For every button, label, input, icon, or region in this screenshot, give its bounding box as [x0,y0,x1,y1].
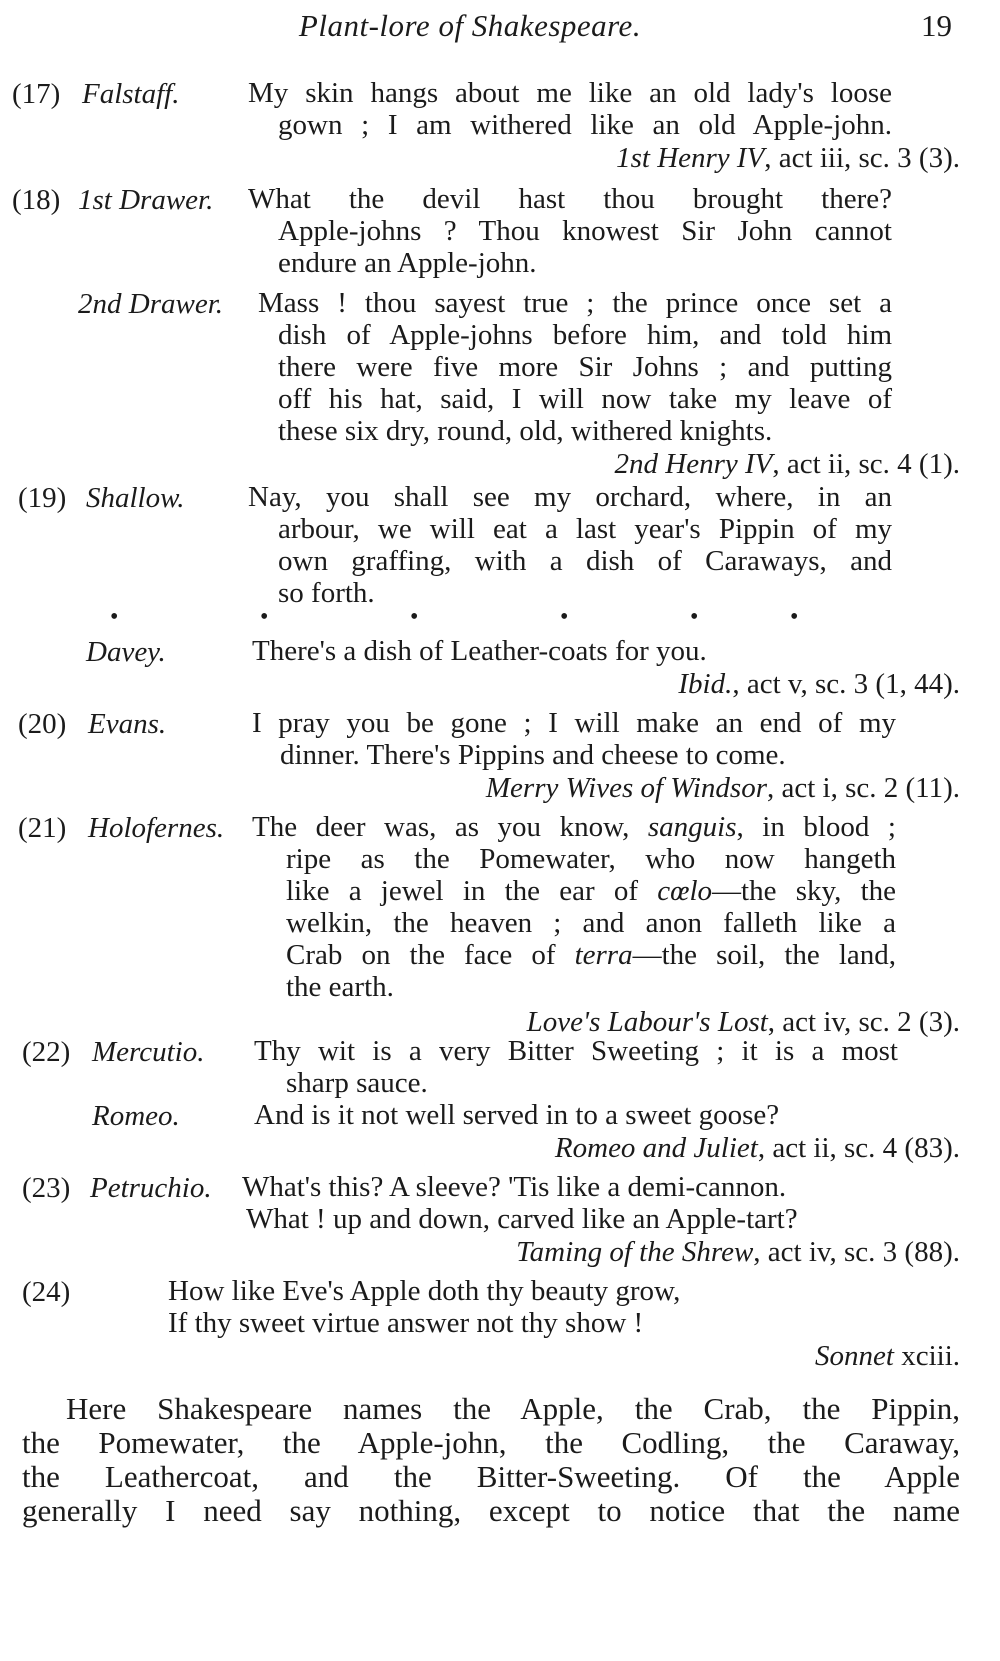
speaker-name: Falstaff. [82,78,180,110]
citation [555,1132,960,1165]
quote-line: there were five more Sir Johns ; and putting [278,351,892,383]
speaker-name: Petruchio. [90,1172,212,1204]
speaker-name: 1st Drawer. [78,184,214,216]
quote-line: dinner. There's Pippins and cheese to come. [280,739,786,771]
quote-line: Apple-johns ? Thou knowest Sir John cannot [278,215,892,247]
running-title: Plant-lore of Shakespeare. [298,8,642,43]
quote-line: Nay, you shall see my orchard, where, in an [248,481,892,513]
citation [815,1340,960,1373]
speaker-name: Mercutio. [92,1036,205,1068]
verse-line: How like Eve's Apple doth thy beauty grow, [168,1275,681,1307]
citation-ref: , act v, sc. 3 (1, 44). [732,668,960,700]
quote-line: What the devil hast thou brought there? [248,183,892,215]
citation-ref: , act iv, sc. 3 (88). [753,1236,960,1268]
latin-word: terra [574,939,633,971]
entry-number: (18) [12,184,61,216]
entry-number: (20) [18,708,67,740]
quote-line: What's this? A sleeve? 'Tis like a demi-cannon. [242,1171,787,1203]
citation-ref: xciii. [893,1340,960,1372]
citation-ref: , act iii, sc. 3 (3). [764,142,960,174]
quote-line: own graffing, with a dish of Caraways, and [278,545,892,577]
citation-work: Taming of the Shrew [516,1236,754,1268]
quote-line: endure an Apple-john. [278,247,537,279]
latin-word: sanguis [647,811,737,843]
citation [486,772,960,805]
paragraph-line: the Pomewater, the Apple-john, the Codling, the Caraway, [22,1425,960,1460]
quote-line: these six dry, round, old, withered knights. [278,415,773,447]
quote-line: Crab on the face of terra—the soil, the land, [286,939,896,971]
quote-line: gown ; I am withered like an old Apple-john. [278,109,892,141]
entry-number: (22) [22,1036,71,1068]
entry-number: (19) [18,482,67,514]
quote-line: arbour, we will eat a last year's Pippin of my [278,513,892,545]
quote-line: so forth. [278,577,375,609]
entry-number: (24) [22,1276,71,1308]
citation [615,448,960,481]
verse-line: If thy sweet virtue answer not thy show ! [168,1307,644,1339]
speaker-name: Shallow. [86,482,185,514]
citation-work: Ibid. [678,668,733,700]
quote-line: The deer was, as you know, sanguis, in blood ; [252,811,896,843]
citation-ref: , act i, sc. 2 (11). [766,772,960,804]
quote-line: off his hat, said, I will now take my leave of [278,383,892,415]
speaker-name: Evans. [88,708,167,740]
citation-work: 2nd Henry IV [614,448,773,480]
citation [516,1236,960,1269]
entry-number: (21) [18,812,67,844]
citation-work: 1st Henry IV [616,142,765,174]
quote-line: There's a dish of Leather-coats for you. [252,635,707,667]
quote-line: Mass ! thou sayest true ; the prince once set a [258,287,892,319]
citation-ref: , act ii, sc. 4 (83). [757,1132,960,1164]
paragraph-line: Here Shakespeare names the Apple, the Crab, the Pippin, [66,1391,960,1426]
speaker-name: Holofernes. [88,812,225,844]
quote-line: And is it not well served in to a sweet goose? [254,1099,780,1131]
quote-line: dish of Apple-johns before him, and told him [278,319,892,351]
entry-number: (17) [12,78,61,110]
speaker-name: 2nd Drawer. [78,288,224,320]
citation-ref: , act ii, sc. 4 (1). [772,448,960,480]
citation [678,668,960,701]
citation-work: Romeo and Juliet [554,1132,758,1164]
body-paragraph [22,1392,960,1528]
quote-line: Thy wit is a very Bitter Sweeting ; it is a most [254,1035,898,1067]
latin-word: cœlo [657,875,713,907]
quote-line: sharp sauce. [286,1067,428,1099]
book-page: Plant-lore of Shakespeare. 19 (17) Falstaff. My skin hangs about me like an old lady's loose gown ; I am withered like an old Apple-john. 1st Henry IV, act iii, sc. 3 (3). (18) 1st Drawer. What the devil hast thou brought there? Apple-johns ? Thou knowest Sir John cannot endure an Apple-john. 2nd Drawer. Mass ! thou sayest true ; the prince once set a dish of Apple-johns before him, and told him there were five more Sir Johns ; and putting off his hat, said, I will now take my leave of these six dry, round, old, withered knights. 2nd Henry IV, act ii, sc. 4 (1). (19) Shallow. Nay, you shall see my orchard, where, in an arbour, we will eat a last year's Pippin of my own graffing, with a dish of Caraways, and so forth. • • • • • • Davey. There's a dish of Leather-coats for you. Ibid., act v, sc. 3 (1, 44). (20) Evans. I pray you be gone ; I will make an end of my dinner. There's Pippins and cheese to come. Merry Wives of Windsor, act i, sc. 2 (11). (21) Holofernes. The deer was, as you know, sanguis, in blood ; ripe as the Pomewater, who now hangeth like a jewel in the ear of cœlo—the sky, the welkin, the heaven ; and anon falleth like a Crab on the face of terra—the soil, the land, the earth. Love's Labour's Lost, act iv, sc. 2 (3). (22) Mercutio. Thy wit is a very Bitter Sweeting ; it is a most sharp sauce. Romeo. And is it not well served in to a sweet goose? Romeo and Juliet, act ii, sc. 4 (83). (23) Petruchio. What's this? A sleeve? 'Tis like a demi-cannon. What ! up and down, carved like an Apple-tart? Taming of the Shrew, act iv, sc. 3 (88). (24) How like Eve's Apple doth thy beauty grow, If thy sweet virtue answer not thy show ! Sonnet xciii. Here Shakespeare names the Apple, the Crab, the Pippin, the Pomewater, the Apple-john, the Codling, the Caraway, the Leathercoat, and the Bitter-Sweeting. Of the Apple generally I need say nothing, except to notice that the name [0,0,1000,1661]
quote-line: ripe as the Pomewater, who now hangeth [286,843,896,875]
citation-work: Sonnet [815,1340,894,1372]
citation-work: Merry Wives of Windsor [485,772,767,804]
quote-line: the earth. [286,971,394,1003]
speaker-name: Davey. [86,636,166,668]
quote-line: like a jewel in the ear of cœlo—the sky, the [286,875,897,907]
citation-work: Love's Labour's Lost [526,1006,768,1038]
entry-number: (23) [22,1172,71,1204]
paragraph-line: generally I need say nothing, except to notice that the name [22,1493,960,1528]
quote-line: I pray you be gone ; I will make an end of my [252,707,896,739]
page-number: 19 [921,8,952,43]
speaker-name: Romeo. [92,1100,180,1132]
citation-ref: , act iv, sc. 2 (3). [767,1006,960,1038]
paragraph-line: the Leathercoat, and the Bitter-Sweeting. Of the Apple [22,1459,960,1494]
quote-line: My skin hangs about me like an old lady's loose [248,77,892,109]
quote-line: welkin, the heaven ; and anon falleth like a [286,907,896,939]
citation [616,142,960,175]
quote-line: What ! up and down, carved like an Apple-tart? [246,1203,798,1235]
